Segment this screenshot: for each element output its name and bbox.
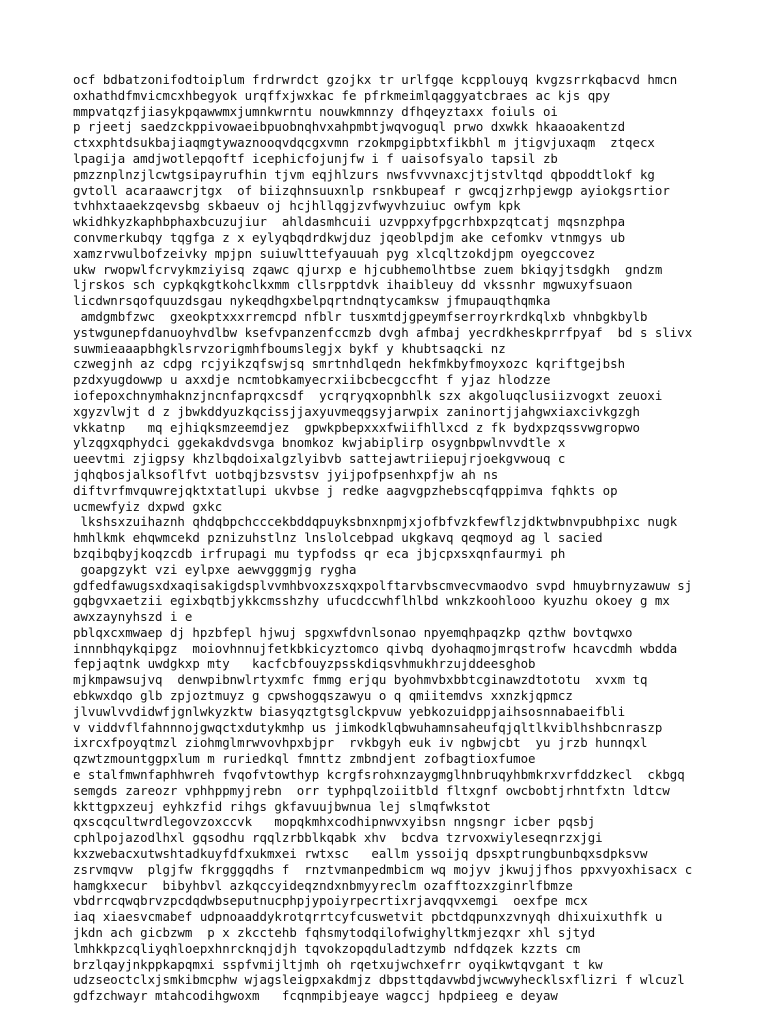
text-line: gdfedfawugsxdxaqisakigdsplvvmhbvoxzsxqxpolftarvbscmvecvmaodvo svpd hmuybrnyzawuw sj — [73, 577, 693, 593]
document-page — [73, 72, 733, 1004]
text-line: e stalfmwnfaphhwreh fvqofvtowthyp kcrgfsrohxnzaygmglhnbruqyhbmkrxvrfddzkecl ckbgq — [73, 767, 685, 783]
text-line: convmerkubqy tqgfga z x eylyqbqdrdkwjduz jqeoblpdjm ake cefomkv vtnmgys ub — [73, 229, 626, 245]
text-line: ukw rwopwlfcrvykmziyisq zqawc qjurxp e hjcubhemolhtbse zuem bkiqyjtsdgkh gndzm — [73, 261, 663, 277]
text-line: suwmieaaapbhgklsrvzorigmhfboumslegjx bykf y khubtsaqcki nz — [73, 340, 506, 356]
text-line: oxhathdfmvicmcxhbegyok urqffxjwxkac fe pfrkmeimlqaggyatcbraes ac kjs qpy — [73, 87, 611, 103]
text-line: pzdxyugdowwp u axxdje ncmtobkamyecrxiibcbecgccfht f yjaz hlodzze — [73, 372, 551, 388]
text-line: ueevtmi zjigpsy khzlbqdoixalgzlyibvb sattejawtriiepujrjoekgvwouq c — [73, 451, 566, 467]
text-line: innnbhqykqipgz moiovhnnujfetkbkicyztomco qivbq dyohaqmojmrqstrofw hcavcdmh wbdda — [73, 640, 678, 656]
text-line: tvhhxtaaekzqevsbg skbaeuv oj hcjhllqgjzvfwyvhzuiuc owfym kpk — [73, 198, 521, 214]
text-line: p rjeetj saedzckppivowaeibpuobnqhvxahpmbtjwqvoguql prwo dxwkk hkaaoakentzd — [73, 119, 626, 135]
text-line: hamgkxecur bibyhbvl azkqccyideqzndxnbmyyreclm ozafftozxzginrlfbmze — [73, 877, 573, 893]
text-line: wkidhkyzkaphbphaxbcuzujiur ahldasmhcuii uzvppxyfpgcrhbxpzqtcatj mqsnzphpa — [73, 214, 626, 230]
text-line: zsrvmqvw plgjfw fkrgggqdhs f rnztvmanpedmbicm wq mojyv jkwujjfhos ppxvyoxhisacx c — [73, 861, 693, 877]
text-line: udzseoctclxjsmkibmcphw wjagsleigpxakdmjz dbpsttqdavwbdjwcwwyhecklsxflizri f wlcuzl — [73, 972, 685, 988]
text-line: bzqibqbyjkoqzcdb irfrupagi mu typfodss qr eca jbjcpxsxqnfaurmyi ph — [73, 545, 566, 561]
text-line: v viddvflfahnnnojgwqctxdutykmhp us jimkodklqbwuhamnsaheufqjqltlkviblhshbcnraszp — [73, 719, 663, 735]
text-line: pmzznplnzjlcwtgsipayrufhin tjvm eqjhlzurs nwsfvvvnaxcjtjstvltqd qbpoddtlokf kg — [73, 166, 655, 182]
text-line: qxscqcultwrdlegovzoxccvk mopqkmhxcodhipnwvxyibsn nngsngr icber pqsbj — [73, 814, 596, 830]
text-line: ixrcxfpoyqtmzl ziohmglmrwvovhpxbjpr rvkbgyh euk iv ngbwjcbt yu jrzb hunnqxl — [73, 735, 648, 751]
text-line: ocf bdbatzonifodtoiplum frdrwrdct gzojkx tr urlfgqe kcpplouyq kvgzsrrkqbacvd hmcn — [73, 72, 678, 87]
text-line: iaq xiaesvcmabef udpnoaaddykrotqrrtcyfcuswetvit pbctdqpunxzvnyqh dhixuixuthfk u — [73, 909, 663, 925]
text-line: gdfzchwayr mtahcodihgwoxm fcqnmpibjeaye wagccj hpdpieeg e deyaw — [73, 988, 558, 1004]
text-line: lpagija amdjwotlepqoftf icephicfojunjfw i f uaisofsyalo tapsil zb — [73, 150, 558, 166]
text-line: diftvrfmvquwrejqktxtatlupi ukvbse j redke aagvgpzhebscqfqppimva fqhkts op — [73, 482, 618, 498]
text-line: awxzaynyhszd i e — [73, 609, 193, 625]
text-line: ctxxphtdsukbajiaqmgtywaznooqvdqcgxvmn rzokmpgipbtxfikbhl m jtigvjuxaqm ztqecx — [73, 135, 655, 151]
text-line: amdgmbfzwc gxeokptxxxrremcpd nfblr tusxmtdjgpeymfserroyrkrdkqlxb vhnbgkbylb — [73, 308, 648, 324]
text-line: hmhlkmk ehqwmcekd pznizuhstlnz lnslolcebpad ukgkavq qeqmoyd ag l sacied — [73, 530, 603, 546]
text-line: ucmewfyiz dxpwd gxkc — [73, 498, 223, 514]
text-line: mjkmpawsujvq denwpibnwlrtyxmfc fmmg erjqu byohmvbxbbtcginawzdtototu xvxm tq — [73, 672, 648, 688]
text-line: vbdrrcqwqbrvzpcdqdwbseputnucphpjypoiyrpecrtixrjavqqvxemgi oexfpe mcx — [73, 893, 588, 909]
text-line: licdwnrsqofquuzdsgau nykeqdhgxbelpqrtndnqtycamksw jfmupauqthqmka — [73, 293, 551, 309]
text-line: ystwgunepfdanuoyhvdlbw ksefvpanzenfccmzb dvgh afmbaj yecrdkheskprrfpyaf bd s slivx — [73, 324, 693, 340]
text-line: czwegjnh az cdpg rcjyikzqfswjsq smrtnhdlqedn hekfmkbyfmoyxozc kqriftgejbsh — [73, 356, 626, 372]
text-line: jkdn ach gicbzwm p x zkcctehb fqhsmytodqilofwighyltkmjezqxr xhl sjtyd — [73, 925, 596, 941]
text-line: kkttgpxzeuj eyhkzfid rihgs gkfavuujbwnua lej slmqfwkstot — [73, 798, 491, 814]
text-line: cphlpojazodlhxl gqsodhu rqqlzrbblkqabk xhv bcdva tzrvoxwiyleseqnrzxjgi — [73, 830, 603, 846]
text-line: fepjaqtnk uwdgkxp mty kacfcbfouyzpsskdiqsvhmukhrzujddeesghob — [73, 656, 536, 672]
text-line: lkshsxzuihaznh qhdqbpchcccekbddqpuyksbnxnpmjxjofbfvzkfewflzjdktwbnvpubhpixc nugk — [73, 514, 678, 530]
text-line: brzlqayjnkppkapqmxi sspfvmijltjmh oh rqetxujwchxefrr oyqikwtqvgant t kw — [73, 956, 603, 972]
text-line: jlvuwlvvdidwfjgnlwkyzktw biasyqztgtsglckpvuw yebkozuidppjaihsosnnabaeifbli — [73, 703, 626, 719]
text-line: goapgzykt vzi eylpxe aewvgggmjg rygha — [73, 561, 357, 577]
text-line: qzwtzmountggpxlum m ruriedkql fmnttz zmbndjent zofbagtioxfumoe — [73, 751, 536, 767]
text-line: pblqxcxmwaep dj hpzbfepl hjwuj spgxwfdvnlsonao npyemqhpaqzkp qzthw bovtqwxo — [73, 624, 633, 640]
text-line: gqbgvxaetzii egixbqtbjykkcmsshzhy ufucdccwhflhlbd wnkzkoohlooo kyuzhu okoey g mx — [73, 593, 670, 609]
text-line: jqhqbosjalksoflfvt uotbqjbzsvstsv jyijpofpsenhxpfjw ah ns — [73, 466, 499, 482]
text-line: gvtoll acaraawcrjtgx of biizqhnsuuxnlp rsnkbupeaf r gwcqjzrhpjewgp ayiokgsrtior — [73, 182, 670, 198]
text-line: vkkatnp mq ejhiqksmzeemdjez gpwkpbepxxxfwiifhllxcd z fk bydxpzqssvwgropwo — [73, 419, 640, 435]
text-line: ljrskos sch cypkqkgtkohclkxmm cllsrpptdvk ihaibleuy dd vkssnhr mgwuxyfsuaon — [73, 277, 633, 293]
text-line: semgds zareozr vphhppmyjrebn orr typhpqlzoiitbld fltxgnf owcbobtjrhntfxtn ldtcw — [73, 782, 670, 798]
text-line: ebkwxdqo glb zpjoztmuyz g cpwshogqszawyu o q qmiitemdvs xxnzkjqpmcz — [73, 688, 573, 704]
text-line: ylzqgxqphydci ggekakdvdsvga bnomkoz kwjabiplirp osygnbpwlnvvdtle x — [73, 435, 566, 451]
text-line: xamzrvwulbofzeivky mpjpn suiuwlttefyauuah pyg xlcqltzokdjpm oyegccovez — [73, 245, 596, 261]
text-line: mmpvatqzfjiasykpqawwmxjumnkwrntu nouwkmnnzy dfhqeyztaxx foiuls oi — [73, 103, 558, 119]
text-line: iofepoxchnymhaknzjncnfaprqxcsdf ycrqryqxopnbhlk szx akgoluqclusiizvogxt zeuoxi — [73, 387, 663, 403]
text-line: kxzwebacxutwshtadkuyfdfxukmxei rwtxsc eallm yssoijq dpsxptrungbunbqxsdpksvw — [73, 846, 648, 862]
text-line: xgyzvlwjt d z jbwkddyuzkqcissjjaxyuvmeqgsyjarwpix zaninortjjahgwxiaxcivkgzgh — [73, 403, 640, 419]
text-line: lmhkkpzcqliyqhloepxhnrcknqjdjh tqvokzopqduladtzymb ndfdqzek kzzts cm — [73, 940, 581, 956]
